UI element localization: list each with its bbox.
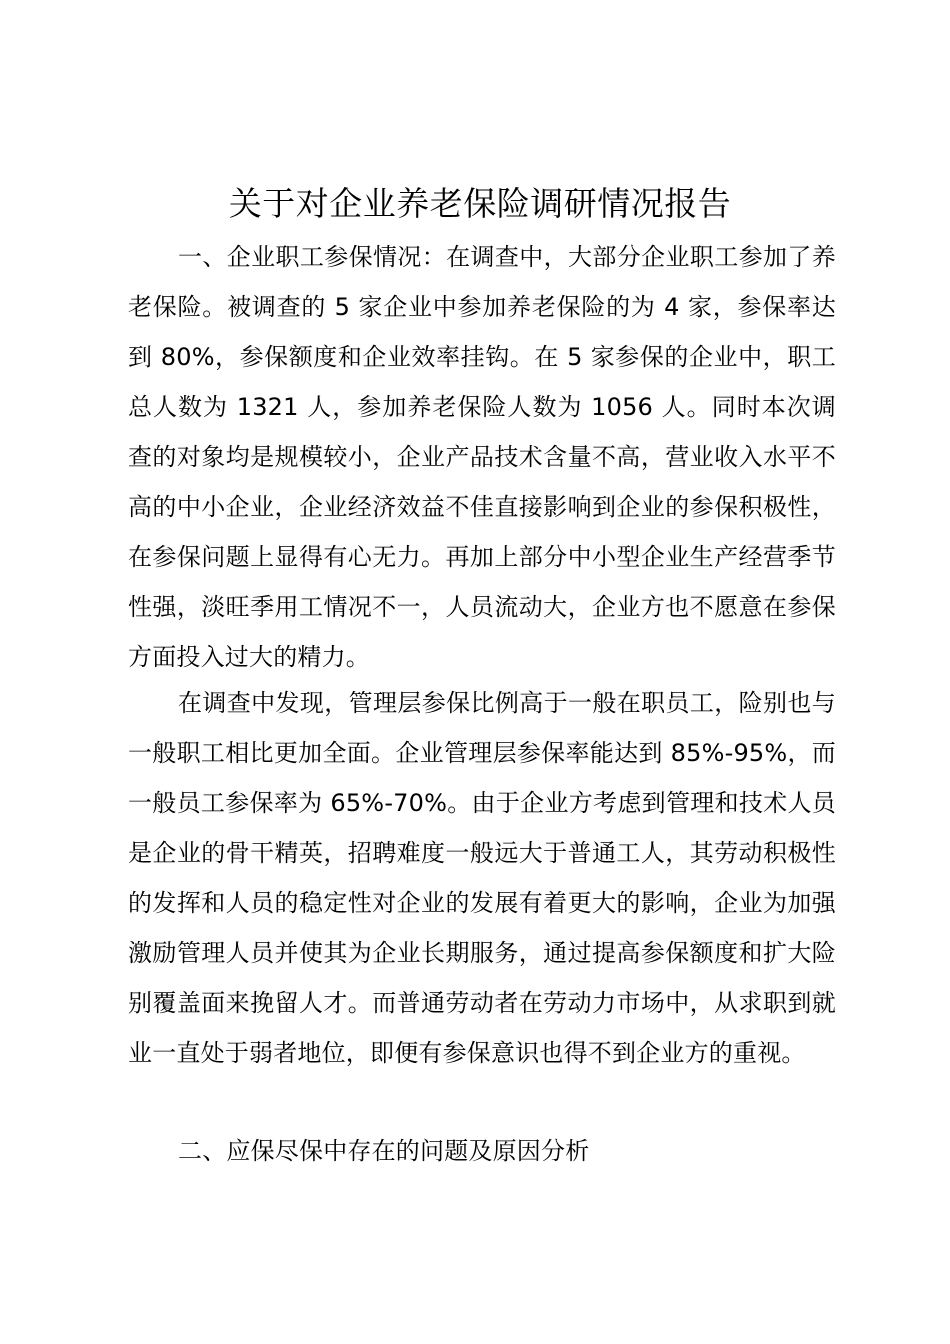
- section-heading-2: 二、应保尽保中存在的问题及原因分析: [178, 1137, 590, 1165]
- paragraph-block-2: [128, 678, 836, 1078]
- paragraph-1: 一、企业职工参保情况：在调查中，大部分企业职工参加了养老保险。被调查的 5 家企业中参加养老保险的为 4 家，参保率达到 80%，参保额度和企业效率挂钩。在 5 家参保的企业中，职工总人数为 1321 人，参加养老保险人数为 1056 人。同时本次调查的对象均是规模较小，企业产品技术含量不高，营业收入水平不高的中小企业，企业经济效益不佳直接影响到企业的参保积极性，在参保问题上显得有心无力。再加上部分中小型企业生产经营季节性强，淡旺季用工情况不一，人员流动大，企业方也不愿意在参保方面投入过大的精力。: [128, 243, 836, 671]
- paragraph-2: 在调查中发现，管理层参保比例高于一般在职员工，险别也与一般职工相比更加全面。企业管理层参保率能达到 85%-95%，而一般员工参保率为 65%-70%。由于企业方考虑到管理和技术人员是企业的骨干精英，招聘难度一般远大于普通工人，其劳动积极性的发挥和人员的稳定性对企业的发展有着更大的影响，企业为加强激励管理人员并使其为企业长期服务，通过提高参保额度和扩大险别覆盖面来挽留人才。而普通劳动者在劳动力市场中，从求职到就业一直处于弱者地位，即便有参保意识也得不到企业方的重视。: [128, 689, 836, 1067]
- paragraph-block-1: [128, 232, 836, 682]
- paragraph-block-3: [128, 1126, 836, 1176]
- document-title: 关于对企业养老保险调研情况报告: [228, 184, 732, 223]
